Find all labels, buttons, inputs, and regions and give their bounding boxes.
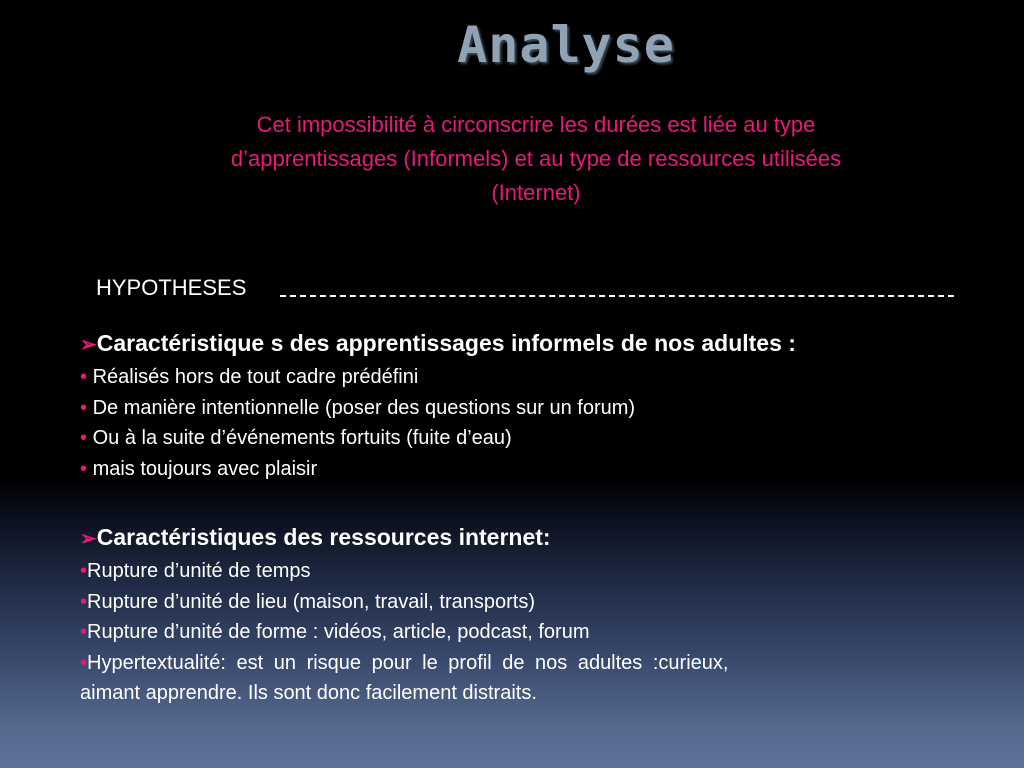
- hypotheses-dashed-line: [280, 295, 954, 297]
- bullet-icon: •: [80, 621, 88, 643]
- list-item: [80, 393, 990, 424]
- list-item: [80, 362, 990, 393]
- arrow-bullet-icon: ➢: [80, 334, 97, 356]
- list-item: [80, 454, 990, 485]
- arrow-bullet-icon: ➢: [80, 528, 97, 550]
- list-item-text: Rupture d’unité de forme : vidéos, article, podcast, forum: [87, 621, 590, 643]
- slide-subtitle: [130, 108, 942, 210]
- section-heading: [80, 326, 990, 362]
- bullet-icon: •: [80, 560, 88, 582]
- list-item: [80, 587, 990, 618]
- list-item-text: Rupture d’unité de lieu (maison, travail, transports): [87, 590, 536, 613]
- bullet-icon: •: [80, 651, 88, 674]
- section-heading-text: Caractéristiques des ressources internet:: [96, 524, 551, 550]
- subtitle-line: d’apprentissages (Informels) et au type de ressources utilisées: [230, 146, 842, 171]
- slide-title: Analyse: [457, 16, 675, 74]
- section-heading-text: Caractéristique s des apprentissages informels de nos adultes :: [96, 330, 796, 356]
- list-item-continuation: aimant apprendre. Ils sont donc facilement distraits.: [80, 682, 537, 704]
- list-item: [80, 423, 990, 454]
- section-heading: [80, 520, 990, 556]
- section-informal-learning: [80, 326, 990, 484]
- list-item-text: mais toujours avec plaisir: [92, 457, 318, 480]
- list-item: [80, 648, 990, 679]
- section-internet-resources: [80, 520, 990, 709]
- bullet-icon: •: [80, 590, 88, 613]
- hypotheses-row: [96, 270, 976, 306]
- list-item-text: De manière intentionnelle (poser des questions sur un forum): [92, 396, 636, 419]
- list-item: [80, 617, 990, 648]
- hypotheses-label: HYPOTHESES: [96, 275, 247, 300]
- bullet-icon: •: [80, 396, 88, 419]
- list-item-text: Réalisés hors de tout cadre prédéfini: [92, 366, 419, 388]
- bullet-icon: •: [80, 427, 88, 449]
- subtitle-line: (Internet): [491, 180, 581, 205]
- bullet-icon: •: [80, 366, 88, 388]
- list-item: [80, 556, 990, 587]
- subtitle-line: Cet impossibilité à circonscrire les durées est liée au type: [256, 112, 816, 137]
- list-item-text: Hypertextualité: est un risque pour le profil de nos adultes :curieux,: [87, 651, 729, 674]
- bullet-icon: •: [80, 457, 88, 480]
- list-item-text: Rupture d’unité de temps: [87, 560, 311, 582]
- list-item-text: Ou à la suite d’événements fortuits (fuite d’eau): [92, 427, 512, 449]
